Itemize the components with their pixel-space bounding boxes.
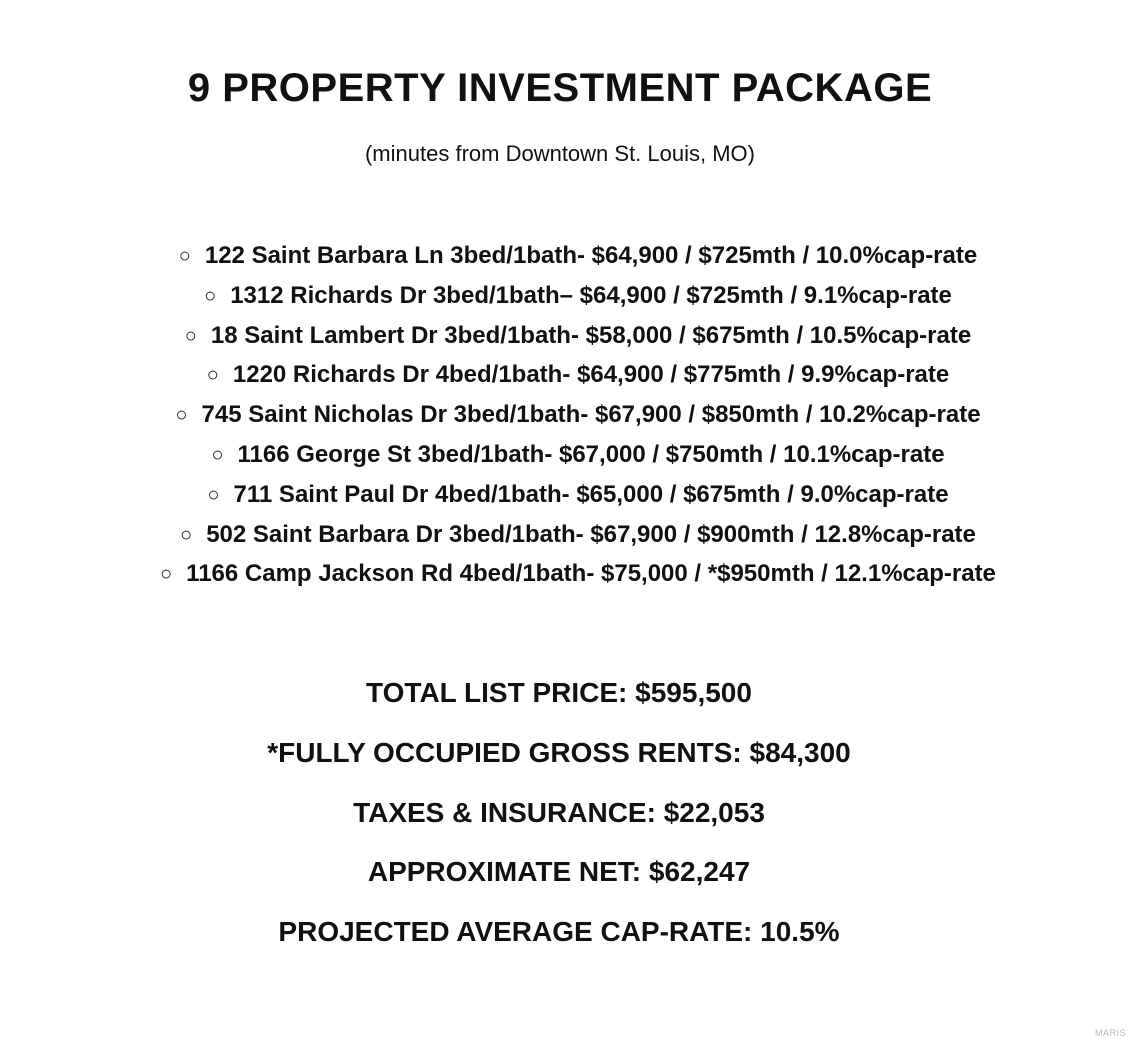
- property-text: 502 Saint Barbara Dr 3bed/1bath- $67,900 / $900mth / 12.8%cap-rate: [206, 520, 976, 548]
- property-text: 18 Saint Lambert Dr 3bed/1bath- $58,000 / $675mth / 10.5%cap-rate: [210, 321, 972, 349]
- list-item: [0, 395, 1132, 435]
- property-text: 1166 Camp Jackson Rd 4bed/1bath- $75,000 / *$950mth / 12.1%cap-rate: [186, 560, 996, 588]
- property-text: 1166 George St 3bed/1bath- $67,000 / $750mth / 10.1%cap-rate: [237, 440, 945, 468]
- page-subtitle: (minutes from Downtown St. Louis, MO): [364, 141, 755, 166]
- taxes-insurance: TAXES & INSURANCE: $22,053: [353, 796, 765, 828]
- circle-bullet-icon: ○: [160, 563, 173, 586]
- list-item: [0, 276, 1132, 316]
- circle-bullet-icon: ○: [211, 443, 224, 466]
- circle-bullet-icon: ○: [178, 245, 191, 267]
- circle-bullet-icon: ○: [175, 404, 188, 427]
- list-item: [0, 316, 1132, 356]
- total-list-price: TOTAL LIST PRICE: $595,500: [366, 677, 752, 708]
- watermark-logo: MARIS: [1094, 1028, 1126, 1038]
- list-item: [0, 435, 1132, 475]
- list-item: [0, 554, 1132, 594]
- circle-bullet-icon: ○: [206, 364, 219, 387]
- property-text: 1312 Richards Dr 3bed/1bath– $64,900 / $725mth / 9.1%cap-rate: [230, 281, 952, 309]
- approximate-net: APPROXIMATE NET: $62,247: [367, 856, 751, 888]
- circle-bullet-icon: ○: [180, 523, 193, 546]
- property-list: [0, 236, 1132, 594]
- page-title: 9 PROPERTY INVESTMENT PACKAGE: [187, 66, 933, 110]
- list-item: [0, 515, 1132, 555]
- circle-bullet-icon: ○: [207, 483, 220, 506]
- circle-bullet-icon: ○: [204, 284, 217, 307]
- property-text: 122 Saint Barbara Ln 3bed/1bath- $64,900 / $725mth / 10.0%cap-rate: [204, 242, 978, 269]
- property-text: 1220 Richards Dr 4bed/1bath- $64,900 / $775mth / 9.9%cap-rate: [232, 361, 950, 389]
- circle-bullet-icon: ○: [184, 324, 197, 347]
- list-item: [0, 236, 1132, 276]
- list-item: [0, 475, 1132, 515]
- average-cap-rate: PROJECTED AVERAGE CAP-RATE: 10.5%: [278, 916, 840, 948]
- list-item: [0, 355, 1132, 395]
- property-text: 745 Saint Nicholas Dr 3bed/1bath- $67,900 / $850mth / 10.2%cap-rate: [201, 401, 981, 429]
- gross-rents: *FULLY OCCUPIED GROSS RENTS: $84,300: [267, 736, 851, 768]
- property-text: 711 Saint Paul Dr 4bed/1bath- $65,000 / $675mth / 9.0%cap-rate: [233, 480, 949, 508]
- summary-section: [0, 665, 1118, 964]
